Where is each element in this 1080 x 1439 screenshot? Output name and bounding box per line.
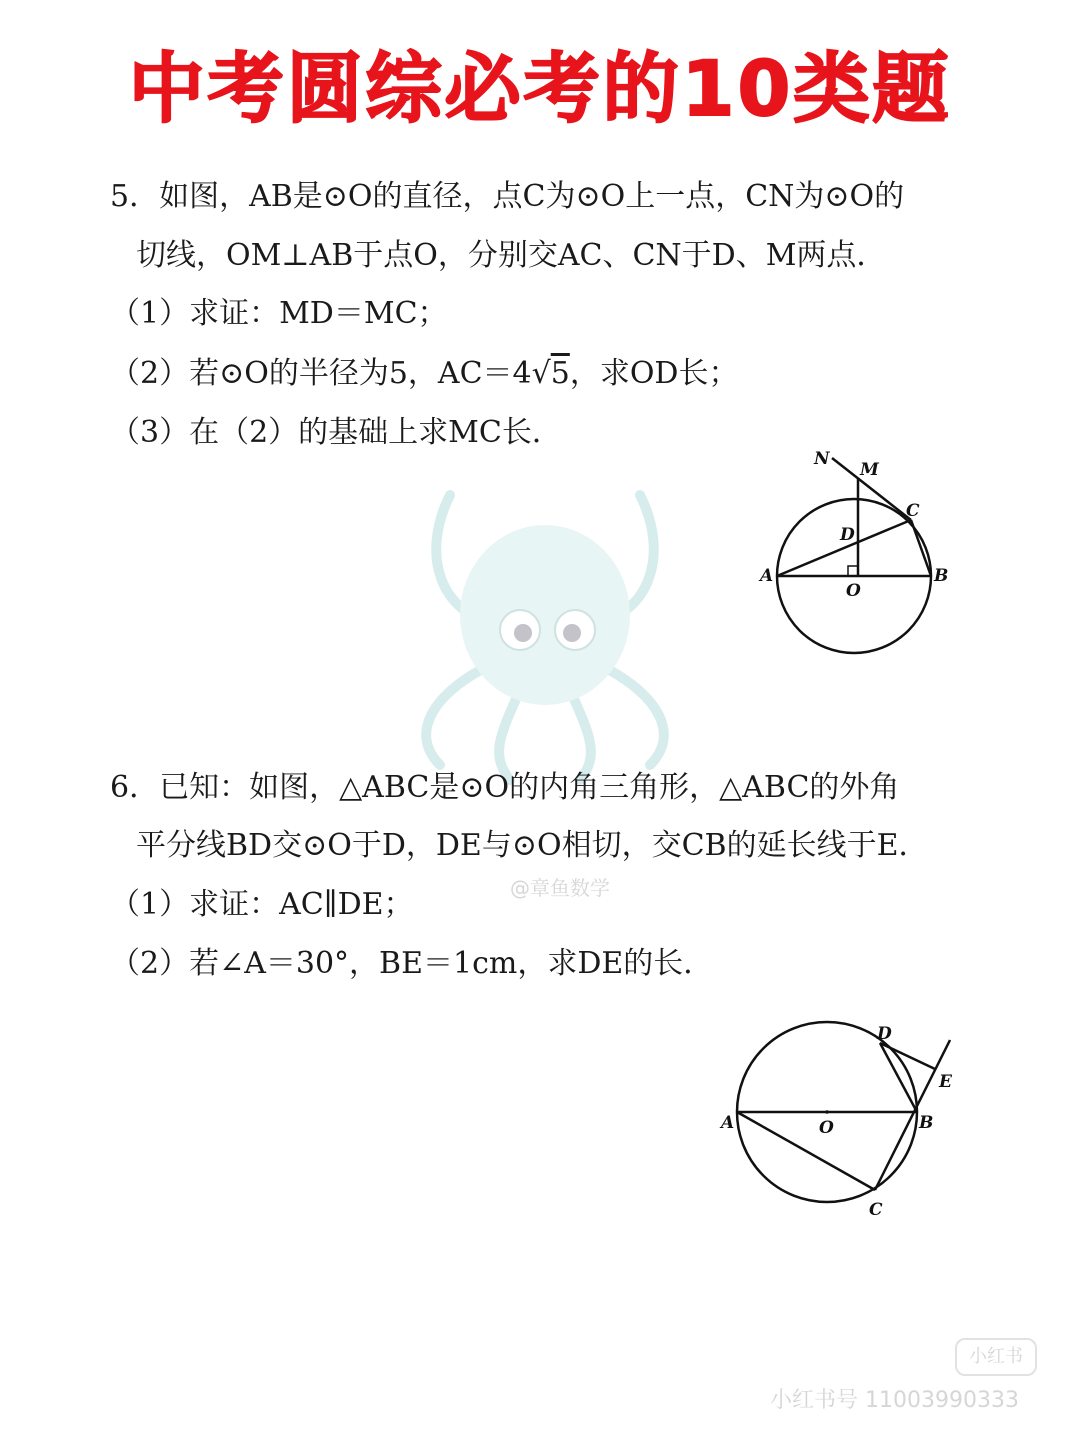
- label-n: N: [814, 449, 830, 469]
- label-b: B: [919, 1113, 934, 1133]
- problem5-q2-radicand: 5: [550, 356, 570, 391]
- label-c: C: [906, 501, 920, 521]
- problem5-q2: [110, 354, 738, 394]
- problem6-q1: （1）求证：AC∥DE；: [110, 887, 414, 922]
- label-m: M: [860, 460, 879, 480]
- line-cbe: [875, 1040, 950, 1190]
- handle-watermark: @章鱼数学: [510, 876, 610, 900]
- chord-bc: [911, 520, 931, 576]
- logo-watermark: [955, 1338, 1037, 1376]
- label-d: D: [840, 525, 855, 545]
- label-a: A: [721, 1113, 735, 1133]
- problem5-line2: 切线，OM⊥AB于点O，分别交AC、CN于D、M两点．: [136, 238, 887, 273]
- problem5-figure: [750, 440, 960, 670]
- octopus-watermark: [380, 455, 710, 785]
- problem6-figure: [715, 1015, 965, 1225]
- page-title: 中考圆综必考的10类题: [128, 44, 952, 133]
- label-b: B: [934, 566, 949, 586]
- label-a: A: [760, 566, 774, 586]
- label-e: E: [939, 1072, 952, 1092]
- problem5-q2-suffix: ，求OD长；: [569, 356, 739, 391]
- chord-ac: [737, 1112, 875, 1190]
- logo-watermark-text: 小红书: [969, 1346, 1023, 1367]
- label-d: D: [877, 1024, 892, 1044]
- label-o: O: [846, 581, 861, 601]
- problem5-line1: 5．如图，AB是⊙O的直径，点C为⊙O上一点，CN为⊙O的: [110, 179, 905, 214]
- problem5-q3: （3）在（2）的基础上求MC长．: [110, 415, 562, 450]
- problem6-line2: 平分线BD交⊙O于D，DE与⊙O相切，交CB的延长线于E．: [136, 828, 929, 863]
- center-dot: [825, 1110, 829, 1114]
- account-watermark: 小红书号 11003990333: [770, 1388, 1019, 1413]
- right-angle-mark: [848, 566, 858, 576]
- problem6-q2: （2）若∠A＝30°，BE＝1cm，求DE的长．: [110, 946, 714, 981]
- label-c: C: [869, 1200, 883, 1220]
- label-o: O: [819, 1118, 834, 1138]
- problem5-q2-prefix: （2）若⊙O的半径为5，AC＝4√: [110, 356, 551, 391]
- problem6-line1: 6．已知：如图，△ABC是⊙O的内角三角形，△ABC的外角: [110, 770, 900, 805]
- problem5-q1: （1）求证：MD＝MC；: [110, 296, 448, 331]
